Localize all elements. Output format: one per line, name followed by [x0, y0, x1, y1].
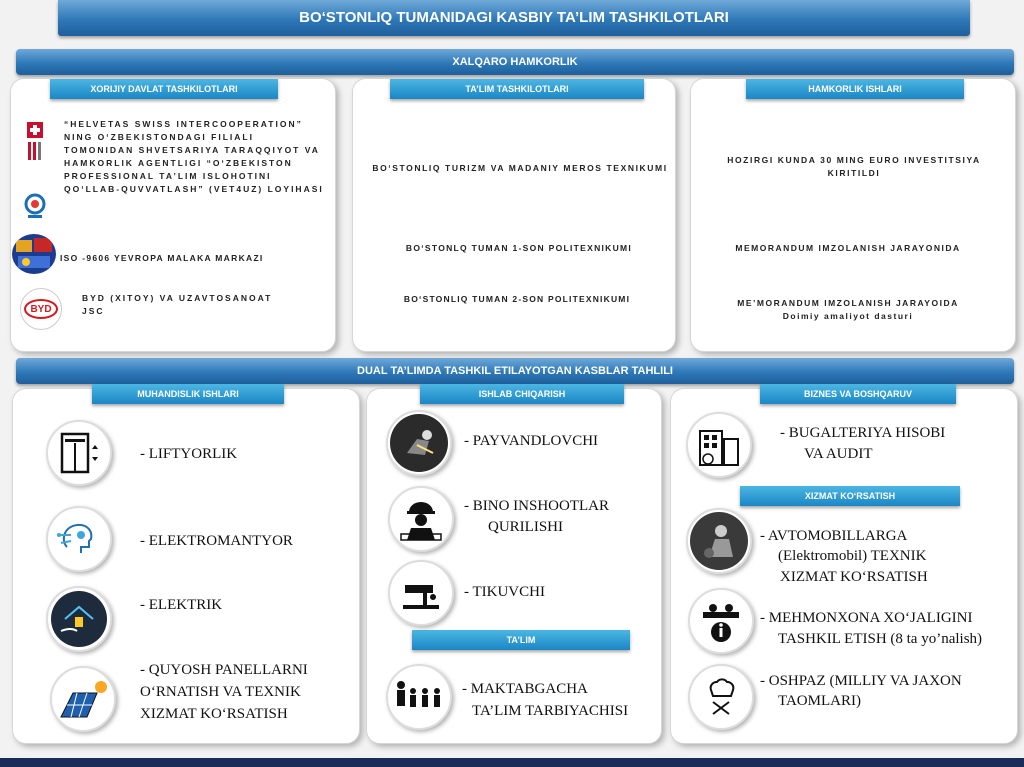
education-org-1: BO‘STONLIQ TURIZM VA MADANIY MEROS TEXNIKUMI: [372, 163, 668, 173]
tab-education[interactable]: TA’LIM: [412, 630, 630, 650]
tab-foreign-orgs[interactable]: XORIJIY DAVLAT TASHKILOTLARI: [50, 79, 278, 99]
cooperation-item-1: HOZIRGI KUNDA 30 MING EURO INVESTITSIYA KIRITILDI: [727, 155, 981, 178]
circuit-head-icon: [46, 506, 112, 572]
cooperation-item-3-note: Doimiy amaliyot dasturi: [782, 311, 914, 321]
sewing-machine-icon: [388, 560, 454, 626]
helvetas-text: “HELVETAS SWISS INTERCOOPERATION” NING O‘ZBEKISTONDAGI FILIALI TOMONIDAN SHVETSARIYA TARAQQIYOT VA HAMKORLIK AGENTLIGI “O‘ZBEKISTON PROFESSIONAL TA’LIM ISLOHOTINI QO‘LLAB-QUVVATLASH” (VET4UZ) LOYIHASI: [64, 119, 324, 194]
bottom-strip: [0, 758, 1024, 767]
iso-text: ISO -9606 YEVROPA MALAKA MARKAZI: [60, 253, 264, 263]
job-accounting-line2: VA AUDIT: [804, 446, 873, 462]
mechanic-icon: [686, 508, 752, 574]
job-preschool-line2: TA’LIM TARBIYACHISI: [472, 703, 629, 719]
vet4uz-logo: [24, 192, 46, 220]
helvetas-logo: [24, 118, 46, 162]
section-international-header: XALQARO HAMKORLIK: [16, 49, 1014, 75]
job-solar-line1: - QUYOSH PANELLARNI: [140, 662, 308, 678]
section-dual-header: DUAL TA’LIMDA TASHKIL ETILAYOTGAN KASBLAR TAHLILI: [16, 358, 1014, 384]
job-auto-line2: (Elektromobil) TEXNIK: [778, 548, 927, 564]
education-org-3: BO‘STONLIQ TUMAN 2-SON POLITEXNIKUMI: [403, 294, 631, 304]
cooperation-item-2: MEMORANDUM IMZOLANISH JARAYONIDA: [735, 243, 961, 253]
byd-logo-text: BYD: [24, 299, 58, 319]
job-hotel-line1: - MEHMONXONA XO‘JALIGINI: [760, 610, 973, 626]
welder-icon: [386, 410, 452, 476]
job-elektromantyor: - ELEKTROMANTYOR: [140, 533, 293, 549]
job-payvandlovchi: - PAYVANDLOVCHI: [464, 433, 599, 449]
tab-service[interactable]: XIZMAT KO‘RSATISH: [740, 486, 960, 506]
byd-logo: [20, 288, 62, 330]
iso-training-photo: [12, 234, 56, 274]
job-cook-line1: - OSHPAZ (MILLIY VA JAXON: [760, 673, 962, 689]
job-accounting-line1: - BUGALTERIYA HISOBI: [780, 425, 946, 441]
building-calculator-icon: [686, 412, 752, 478]
solar-panel-icon: [50, 666, 116, 732]
job-solar-line2: O‘RNATISH VA TEXNIK: [140, 684, 301, 700]
job-builder-line1: - BINO INSHOOTLAR: [464, 498, 609, 514]
cooperation-item-3: ME’MORANDUM IMZOLANISH JARAYOIDA: [737, 298, 959, 308]
tab-business[interactable]: BIZNES VA BOSHQARUV: [760, 384, 956, 404]
job-builder-line2: QURILISHI: [488, 519, 563, 535]
tab-cooperation[interactable]: HAMKORLIK ISHLARI: [746, 79, 964, 99]
family-icon: [386, 664, 452, 730]
elevator-icon: [46, 420, 112, 486]
job-auto-line3: XIZMAT KO‘RSATISH: [780, 569, 928, 585]
job-elektrik: - ELEKTRIK: [140, 597, 223, 613]
job-tikuvchi: - TIKUVCHI: [464, 584, 545, 600]
house-plug-icon: [46, 586, 112, 652]
tab-engineering[interactable]: MUHANDISLIK ISHLARI: [92, 384, 284, 404]
hotel-info-icon: [688, 588, 754, 654]
job-hotel-line2: TASHKIL ETISH (8 ta yo’nalish): [778, 631, 983, 647]
job-liftyorlik: - LIFTYORLIK: [140, 446, 238, 462]
job-cook-line2: TAOMLARI): [778, 693, 861, 709]
tab-education-orgs[interactable]: TA’LIM TASHKILOTLARI: [390, 79, 644, 99]
byd-text: BYD (XITOY) VA UZAVTOSANOAT JSC: [82, 293, 273, 316]
chef-icon: [688, 664, 754, 730]
job-solar-line3: XIZMAT KO‘RSATISH: [140, 706, 288, 722]
page-title: BO‘STONLIQ TUMANIDAGI KASBIY TA’LIM TASHKILOTLARI: [58, 0, 970, 36]
builder-icon: [388, 486, 454, 552]
job-preschool-line1: - MAKTABGACHA: [462, 681, 588, 697]
education-org-2: BO‘STONLQ TUMAN 1-SON POLITEXNIKUMI: [405, 243, 633, 253]
job-auto-line1: - AVTOMOBILLARGA: [760, 528, 908, 544]
tab-production[interactable]: ISHLAB CHIQARISH: [420, 384, 624, 404]
panel-education-orgs: [352, 78, 676, 352]
